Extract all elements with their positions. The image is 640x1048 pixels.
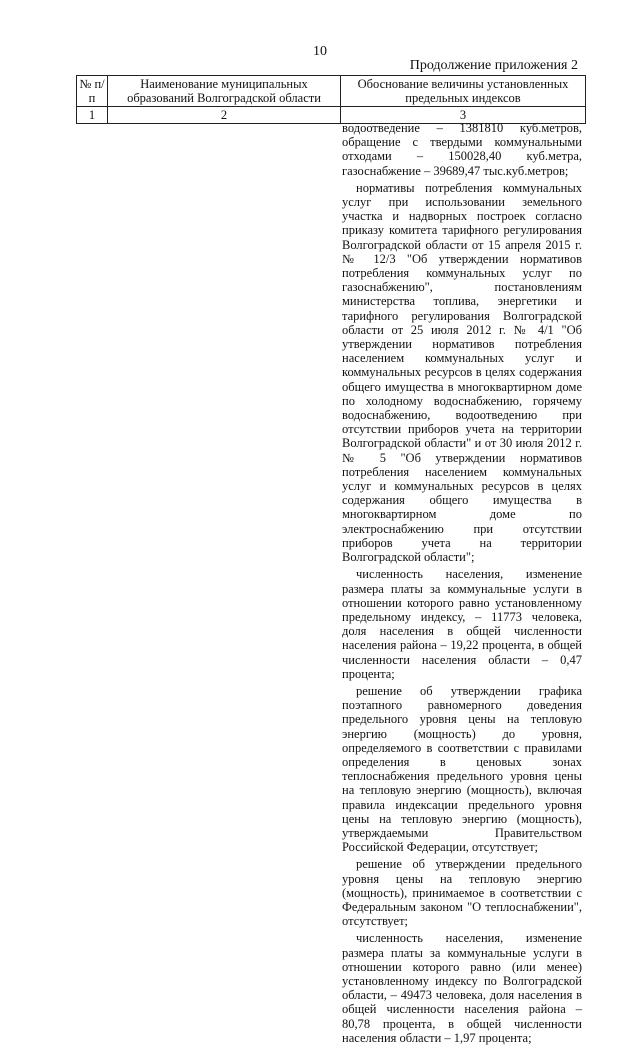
paragraph-volumes: водоотведение – 1381810 куб.метров, обращение с твердыми коммунальными отходами – 150028,40 куб.метра, газоснабжение – 39689,47 тыс.куб.метров;	[342, 121, 582, 178]
column-municipality-header: Наименование муниципальных образований Волгоградской области	[108, 76, 341, 107]
column-justification-header: Обоснование величины установленных предельных индексов	[341, 76, 586, 107]
column-number-header: № п/п	[77, 76, 108, 107]
paragraph-population-below-index: численность населения, изменение размера платы за коммунальные услуги в отношении которого равно (или менее) установленному индексу по Волгоградской области, – 49473 человека, доля населения в общей численности населения района – 80,78 процента, в общей численности населения области – 1,97 процента;	[342, 931, 582, 1045]
page-number: 10	[313, 44, 327, 59]
column-number-1: 1	[77, 107, 108, 124]
column-number-3: 3	[341, 107, 586, 124]
table-header-row	[77, 76, 586, 107]
continuation-label: Продолжение приложения 2	[409, 58, 578, 73]
column-number-2: 2	[108, 107, 341, 124]
appendix-table-header	[76, 75, 586, 124]
paragraph-heat-price-schedule: решение об утверждении графика поэтапного равномерного доведения предельного уровня цены на тепловую энергию (мощность) до уровня, определяемого в соответствии с правилами определения в ценовых зонах теплоснабжения предельного уровня цены на тепловую энергию (мощность), включая правила индексации предельного уровня цены на тепловую энергию (мощность), утверждаемыми Правительством Российской Федерации, отсутствует;	[342, 683, 582, 855]
paragraph-population-equal-index: численность населения, изменение размера платы за коммунальные услуги в отношении которого равно установленному предельному индексу, – 11773 человека, доля населения в общей численности населения района – 19,22 процента, в общей численности населения области – 0,47 процента;	[342, 567, 582, 681]
paragraph-consumption-norms: нормативы потребления коммунальных услуг при использовании земельного участка и надворных построек согласно приказу комитета тарифного регулирования Волгоградской области от 15 апреля 2015 г. № 12/3 "Об утверждении нормативов потребления коммунальных услуг по газоснабжению", постановлениям министерства топлива, энергетики и тарифного регулирования Волгоградской области от 25 июля 2012 г. № 4/1 "Об утверждении нормативов потребления населением коммунальных услуг и коммунальных ресурсов в целях содержания общего имущества в многоквартирном доме по холодному водоснабжению, горячему водоснабжению, водоотведению при отсутствии приборов учета на территории Волгоградской области" и от 30 июля 2012 г. № 5 "Об утверждении нормативов потребления населением коммунальных услуг и коммунальных ресурсов в целях содержания общего имущества в многоквартирном доме по электроснабжению при отсутствии приборов учета на территории Волгоградской области";	[342, 180, 582, 565]
paragraph-heat-price-decision: решение об утверждении предельного уровня цены на тепловую энергию (мощность), принимаемое в соответствии с Федеральным законом "О теплоснабжении", отсутствует;	[342, 857, 582, 929]
justification-text	[342, 121, 582, 1048]
